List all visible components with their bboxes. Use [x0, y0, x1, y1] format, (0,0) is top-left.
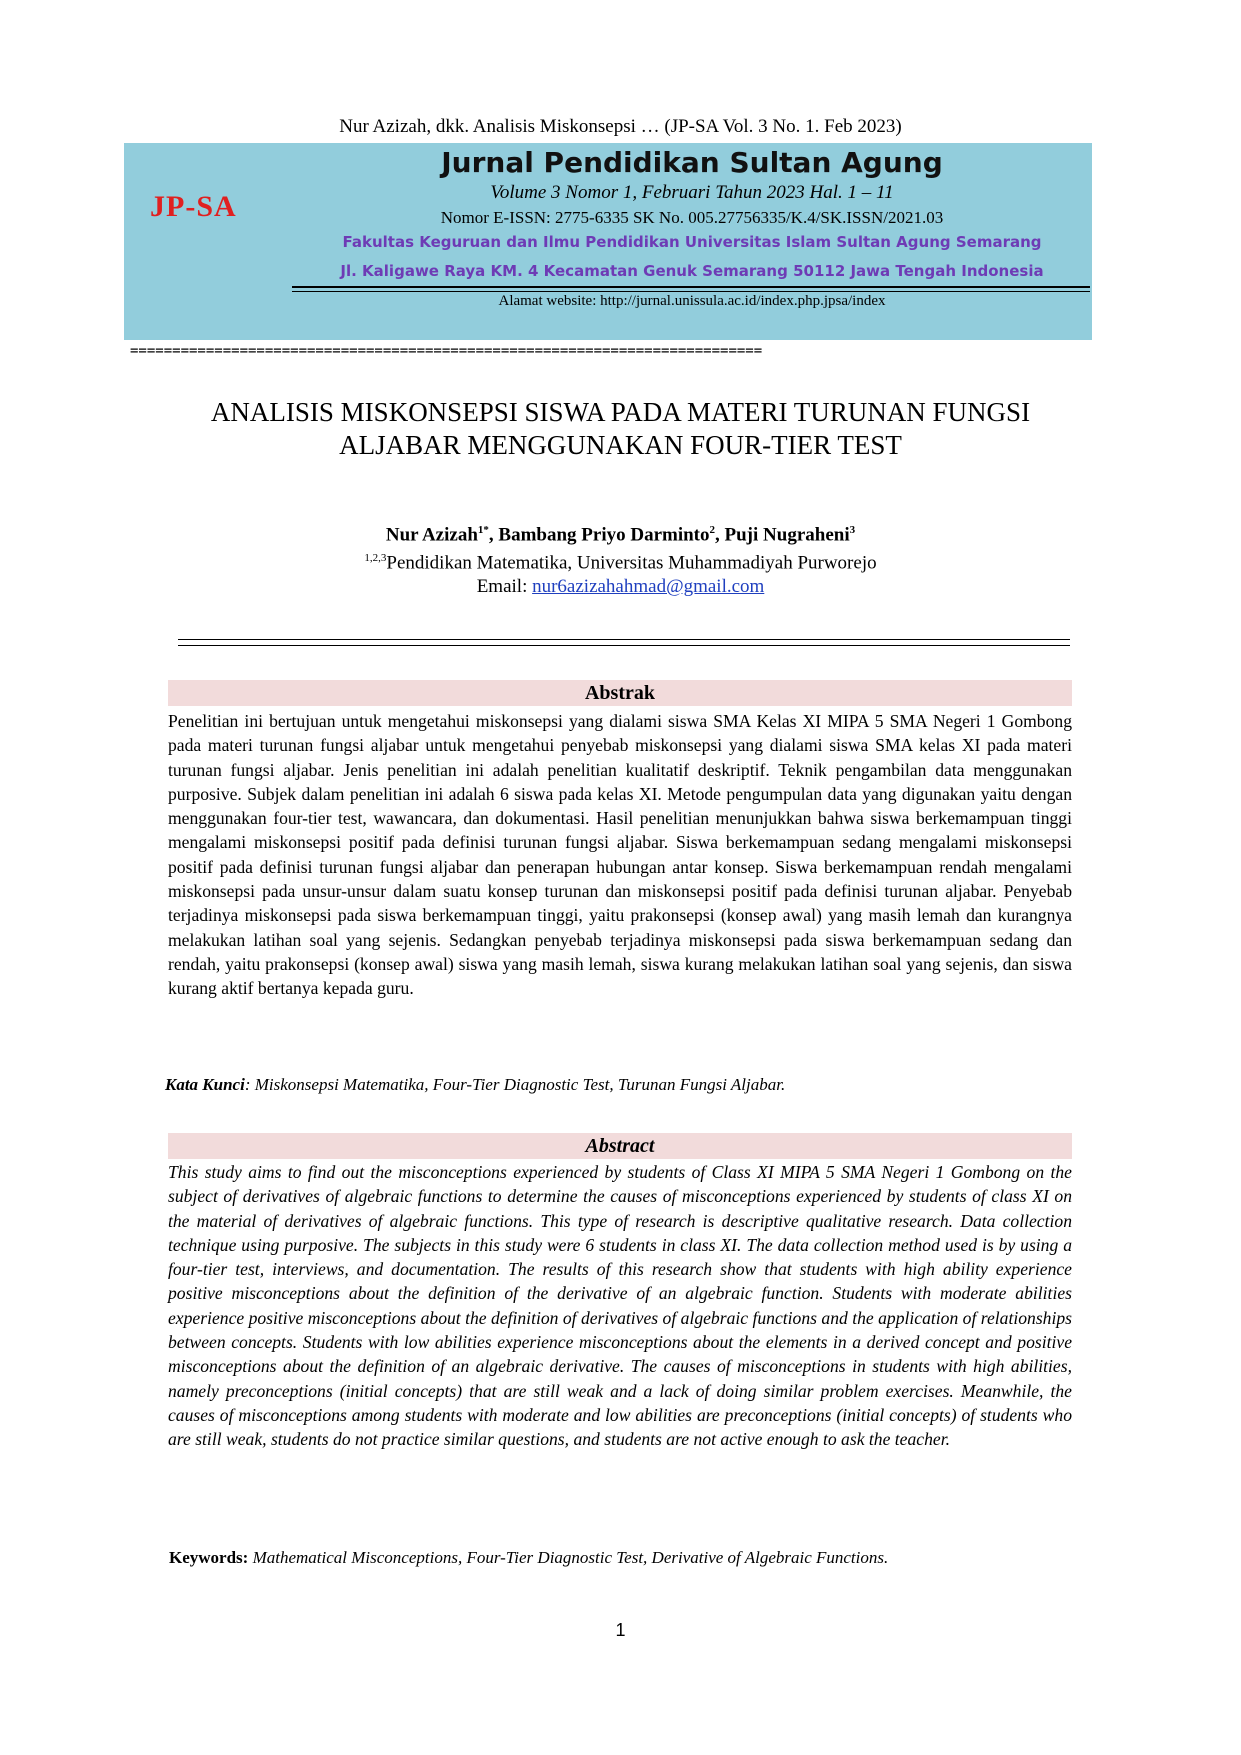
affiliation-sup: 1,2,3	[364, 552, 387, 564]
separator-line: ===========================================================================	[130, 344, 763, 358]
author-sup: 2	[709, 524, 715, 536]
abstract-heading: Abstract	[168, 1133, 1072, 1159]
abstrak-text: Penelitian ini bertujuan untuk mengetahui miskonsepsi yang dialami siswa SMA Kelas XI MIPA 5 SMA Negeri 1 Gombong pada materi turunan fungsi aljabar untuk mengetahui penyebab miskonsepsi yang dialami siswa SMA kelas XI pada materi turunan fungsi aljabar. Jenis penelitian ini adalah penelitian kualitatif deskriptif. Teknik pengambilan data menggunakan purposive. Subjek dalam penelitian ini adalah 6 siswa pada kelas XI. Metode pengumpulan data yang digunakan yaitu dengan menggunakan four-tier test, wawancara, dan dokumentasi. Hasil penelitian menunjukkan bahwa siswa berkemampuan tinggi mengalami miskonsepsi positif pada definisi turunan fungsi aljabar. Siswa berkemampuan sedang mengalami miskonsepsi positif pada definisi turunan fungsi aljabar dan penerapan hubungan antar konsep. Siswa berkemampuan rendah mengalami miskonsepsi pada unsur-unsur dalam suatu konsep turunan dan miskonsepsi positif pada definisi turunan aljabar. Penyebab terjadinya miskonsepsi pada siswa berkemampuan tinggi, yaitu prakonsepsi (konsep awal) yang masih lemah dan kurangnya melakukan latihan soal yang sejenis. Sedangkan penyebab terjadinya miskonsepsi pada siswa berkemampuan sedang dan rendah, yaitu prakonsepsi (konsep awal) siswa yang masih lemah, siswa kurang melakukan latihan soal yang sejenis, dan siswa kurang aktif bertanya kepada guru.	[168, 711, 1072, 999]
kata-kunci-text: : Miskonsepsi Matematika, Four-Tier Diagnostic Test, Turunan Fungsi Aljabar.	[244, 1075, 786, 1094]
keywords	[169, 1548, 888, 1568]
paper-title	[100, 396, 1141, 462]
banner-rule	[292, 291, 1090, 292]
paper-title-line: ANALISIS MISKONSEPSI SISWA PADA MATERI TURUNAN FUNGSI	[210, 397, 1031, 427]
journal-website: Alamat website: http://jurnal.unissula.ac.id/index.php.jpsa/index	[498, 293, 886, 309]
author-sup: 3	[849, 524, 856, 536]
running-header: Nur Azizah, dkk. Analisis Miskonsepsi … (JP-SA Vol. 3 No. 1. Feb 2023)	[339, 116, 902, 137]
journal-title: Jurnal Pendidikan Sultan Agung	[441, 146, 943, 179]
keywords-label: Keywords:	[169, 1548, 249, 1567]
abstrak-heading: Abstrak	[168, 680, 1072, 706]
author-list	[0, 524, 1241, 546]
journal-volume: Volume 3 Nomor 1, Februari Tahun 2023 Hal. 1 – 11	[490, 182, 894, 203]
keywords-text: Mathematical Misconceptions, Four-Tier Diagnostic Test, Derivative of Algebraic Functions.	[248, 1548, 889, 1567]
section-rule	[178, 645, 1070, 646]
journal-address: Jl. Kaligawe Raya KM. 4 Kecamatan Genuk Semarang 50112 Jawa Tengah Indonesia	[340, 262, 1044, 280]
banner-rule	[292, 286, 1090, 288]
email-label: Email:	[476, 576, 533, 597]
author-name: , Bambang Priyo Darminto	[488, 524, 710, 546]
author-name: Nur Azizah	[385, 524, 478, 546]
affiliation	[0, 552, 1241, 574]
section-rule	[178, 639, 1070, 640]
author-sup: 1*	[477, 524, 489, 536]
abstract-text: This study aims to find out the misconceptions experienced by students of Class XI MIPA 5 SMA Negeri 1 Gombong on the subject of derivatives of algebraic functions to determine the causes of misconceptions experienced by students of class XI on the material of derivatives of algebraic functions. This type of research is descriptive qualitative research. Data collection technique using purposive. The subjects in this study were 6 students in class XI. The data collection method used is by using a four-tier test, interviews, and documentation. The results of this research show that students with high ability experience positive misconceptions about the definition of the derivative of an algebraic function. Students with moderate abilities experience positive misconceptions about the definition of derivatives of algebraic functions and the application of relationships between concepts. Students with low abilities experience misconceptions about the elements in a derived concept and positive misconceptions about the definition of an algebraic derivative. The causes of misconceptions in students with high abilities, namely preconceptions (initial concepts) that are still weak and a lack of doing similar problem exercises. Meanwhile, the causes of misconceptions among students with moderate and low abilities are preconceptions (initial concepts) of students who are still weak, students do not practice similar questions, and students are not active enough to ask the teacher.	[168, 1162, 1072, 1450]
email-link[interactable]: nur6azizahahmad@gmail.com	[532, 576, 765, 597]
author-email	[0, 576, 1241, 598]
journal-issn: Nomor E-ISSN: 2775-6335 SK No. 005.27756335/K.4/SK.ISSN/2021.03	[440, 208, 944, 227]
kata-kunci	[165, 1075, 785, 1095]
paper-title-line: ALJABAR MENGGUNAKAN FOUR-TIER TEST	[339, 430, 902, 460]
journal-faculty: Fakultas Keguruan dan Ilmu Pendidikan Universitas Islam Sultan Agung Semarang	[342, 233, 1042, 251]
kata-kunci-label: Kata Kunci	[165, 1075, 245, 1094]
journal-logo: JP-SA	[150, 190, 237, 223]
author-name: , Puji Nugraheni	[715, 524, 850, 546]
affiliation-text: Pendidikan Matematika, Universitas Muhammadiyah Purworejo	[386, 552, 877, 574]
page-number: 1	[615, 1620, 626, 1640]
